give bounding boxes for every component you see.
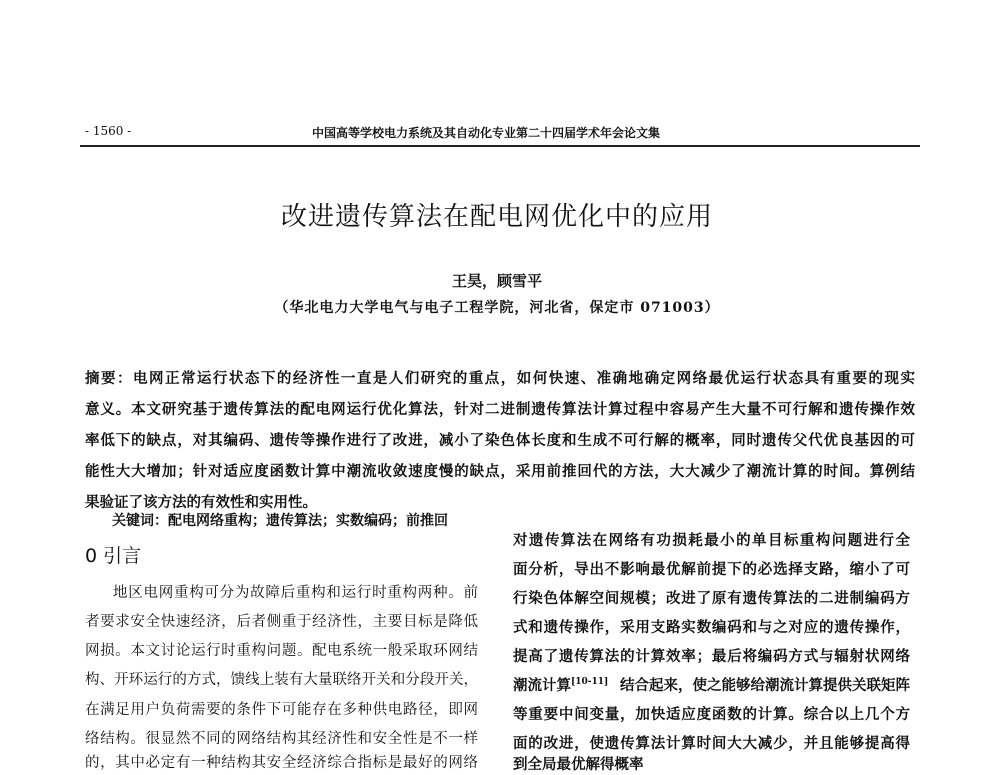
body-line: 面分析，导出不影响最优解前提下的必选择支路，缩小了可	[513, 561, 910, 578]
body-line: 等重要中间变量，加快适应度函数的计算。综合以上几个方	[513, 706, 910, 723]
body-line: 对遗传算法在网络有功损耗最小的单目标重构问题进行全	[513, 532, 910, 549]
body-line: 行染色体解空间规模；改进了原有遗传算法的二进制编码方	[513, 590, 910, 607]
abstract-line: 摘要：电网正常运行状态下的经济性一直是人们研究的重点，如何快速、准确地确定网络最优运行状态具有重要的现实	[85, 370, 915, 387]
body-line: 到全局最优解得概率	[513, 756, 644, 773]
body-line: 在满足用户负荷需要的条件下可能存在多种供电路径，即网	[85, 702, 478, 718]
body-line: 式和遗传操作，采用支路实数编码和与之对应的遗传操作，	[513, 619, 910, 636]
body-line: 面的改进，使遗传算法计算时间大大减少，并且能够提高得	[513, 735, 910, 752]
body-line: 者要求安全快速经济，后者侧重于经济性，主要目标是降低	[85, 614, 478, 630]
body-line: 的，其中必定有一种结构其安全经济综合指标是最好的网络	[85, 755, 478, 771]
abstract-line: 率低下的缺点，对其编码、遗传等操作进行了改进，减小了染色体长度和生成不可行解的概率，同时遗传父代优良基因的可	[85, 432, 915, 449]
paper-title: 改进遗传算法在配电网优化中的应用	[280, 202, 713, 232]
abstract-line: 能性大大增加；针对适应度函数计算中潮流收敛速度慢的缺点，采用前推回代的方法，大大减少了潮流计算的时间。算例结	[85, 463, 915, 480]
body-line	[513, 674, 910, 696]
body-line: 网损。本文讨论运行时重构问题。配电系统一般采取环网结	[85, 643, 478, 659]
body-line: 构、开环运行的方式，馈线上装有大量联络开关和分段开关，	[85, 672, 478, 688]
page-number: - 1560 -	[85, 124, 132, 138]
running-title: 中国高等学校电力系统及其自动化专业第二十四届学术年会论文集	[312, 126, 661, 140]
header-rule	[80, 145, 920, 147]
body-text: 潮流计算	[513, 677, 571, 694]
body-text: 结合起来，使之能够给潮流计算提供关联矩阵	[620, 677, 910, 694]
abstract-line: 果验证了该方法的有效性和实用性。	[85, 494, 317, 511]
paper-authors: 王昊，顾雪平	[451, 272, 542, 290]
body-line: 络结构。很显然不同的网络结构其经济性和安全性是不一样	[85, 731, 478, 747]
keywords: 关键词：配电网络重构；遗传算法；实数编码；前推回	[112, 513, 448, 529]
body-line: 提高了遗传算法的计算效率；最后将编码方式与辐射状网络	[513, 648, 910, 665]
paper-affiliation: （华北电力大学电气与电子工程学院，河北省，保定市 071003）	[274, 300, 720, 316]
body-line: 地区电网重构可分为故障后重构和运行时重构两种。前	[113, 585, 478, 601]
abstract-line: 意义。本文研究基于遗传算法的配电网运行优化算法，针对二进制遗传算法计算过程中容易产生大量不可行解和遗传操作效	[85, 401, 915, 418]
citation[interactable]: [10-11]	[571, 677, 609, 688]
section-heading: 0 引言	[85, 545, 142, 567]
